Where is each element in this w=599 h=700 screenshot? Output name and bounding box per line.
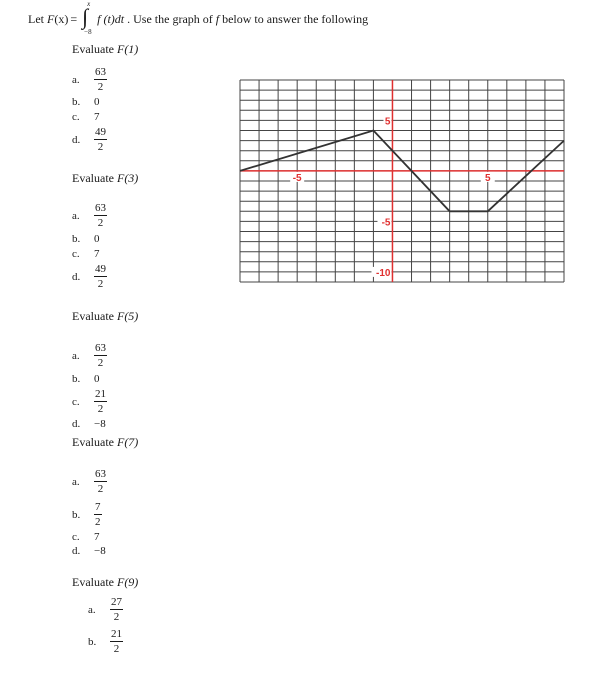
q2-option-d[interactable]: d. $\frac{49}{2}$ (72, 263, 106, 290)
x-tick-label: -5 (292, 172, 302, 184)
problem-statement (28, 0, 369, 36)
x-tick-label: 5 (484, 172, 491, 184)
question-prompt: Evaluate (72, 309, 114, 323)
question-expression: F(7) (116, 435, 139, 449)
question-prompt: Evaluate (72, 42, 114, 56)
q2-option-a[interactable]: a. $\frac{63}{2}$ (72, 202, 106, 229)
question-prompt: Evaluate (72, 171, 114, 185)
header-graph-function: f (215, 11, 220, 26)
y-tick-label: 5 (384, 116, 391, 128)
header-lead: Let (28, 11, 44, 26)
q3-option-b[interactable]: b. 0 (72, 373, 100, 385)
question-1 (72, 42, 138, 57)
question-expression: F(5) (116, 309, 139, 323)
question-expression: F(9) (116, 575, 139, 589)
question-prompt: Evaluate (72, 575, 114, 589)
q5-option-a[interactable]: a. $\frac{27}{2}$ (88, 596, 122, 623)
q1-option-b[interactable]: b. 0 (72, 96, 100, 108)
question-4 (72, 435, 138, 450)
question-3 (72, 309, 138, 324)
integral-upper-limit: x (87, 0, 91, 8)
q3-option-d[interactable]: d. −8 (72, 418, 106, 430)
q3-option-c[interactable]: c. $\frac{21}{2}$ (72, 388, 106, 415)
q4-option-b[interactable]: b. $\frac{7}{2}$ (72, 501, 101, 528)
q2-option-b[interactable]: b. 0 (72, 233, 100, 245)
q1-option-c[interactable]: c. 7 (72, 111, 100, 123)
q4-option-c[interactable]: c. 7 (72, 531, 100, 543)
integral-lower-limit: −8 (84, 28, 92, 36)
q3-option-a[interactable]: a. $\frac{63}{2}$ (72, 342, 106, 369)
y-tick-label: -10 (376, 267, 391, 279)
header-equals: = (70, 11, 78, 26)
header-function-name: F (47, 11, 55, 26)
question-prompt: Evaluate (72, 435, 114, 449)
header-variable: (x) (54, 11, 69, 26)
integral-symbol: x ∫ −8 (82, 0, 92, 36)
question-5 (72, 575, 138, 590)
q2-option-c[interactable]: c. 7 (72, 248, 100, 260)
q5-option-b[interactable]: b. $\frac{21}{2}$ (88, 628, 122, 655)
question-expression: F(1) (116, 42, 139, 56)
q4-option-a[interactable]: a. $\frac{63}{2}$ (72, 468, 106, 495)
q4-option-d[interactable]: d. −8 (72, 545, 106, 557)
header-instruction: . Use the graph of (127, 11, 213, 26)
question-2 (72, 171, 138, 186)
header-instruction-end: below to answer the following (222, 11, 369, 26)
q1-option-d[interactable]: d. $\frac{49}{2}$ (72, 126, 106, 153)
y-tick-label: -5 (381, 217, 391, 229)
graph-of-f (236, 76, 568, 286)
question-expression: F(3) (116, 171, 139, 185)
integrand: f (t)dt (97, 11, 125, 26)
q1-option-a[interactable]: a. $\frac{63}{2}$ (72, 66, 106, 93)
